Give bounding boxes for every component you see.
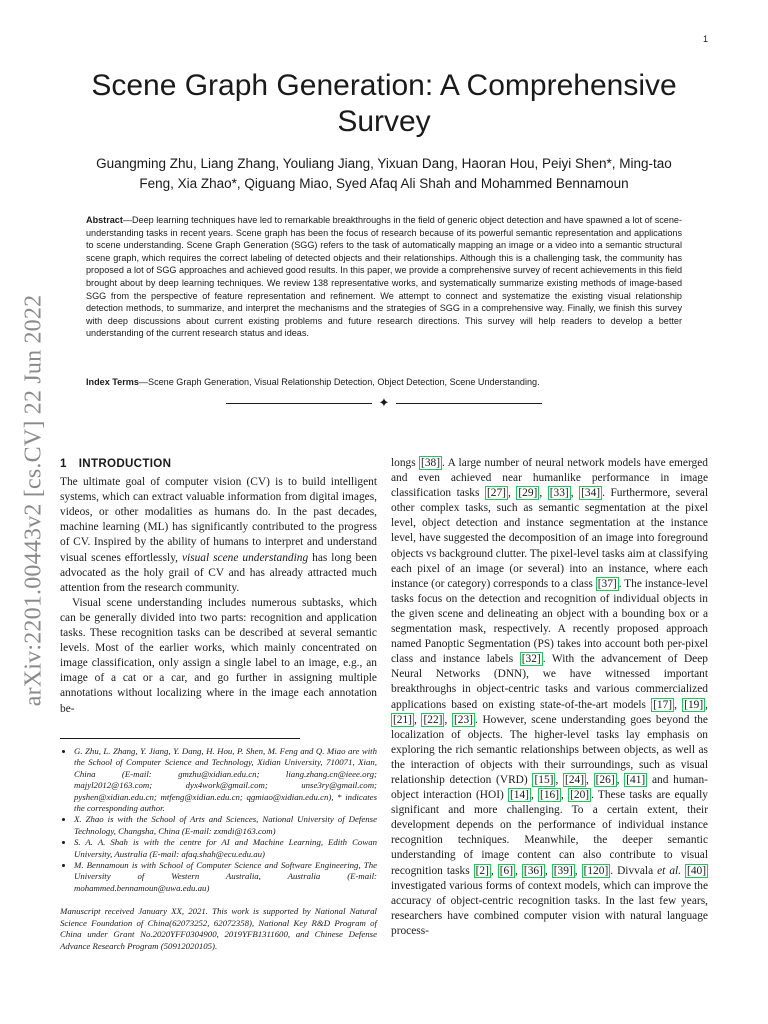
separator-text: ,	[444, 713, 452, 726]
separator-diamond-icon: ✦	[378, 395, 390, 410]
index-terms-text: —Scene Graph Generation, Visual Relationship Detection, Object Detection, Scene Understanding.	[138, 377, 540, 387]
separator-text: ,	[515, 864, 522, 877]
citation-link[interactable]: [23]	[453, 713, 473, 726]
page-number: 1	[702, 34, 708, 44]
citation-link[interactable]: [40]	[687, 864, 707, 877]
separator-text: ,	[490, 864, 498, 877]
footnotes	[60, 746, 377, 952]
citation-link[interactable]: [41]	[626, 773, 646, 786]
affiliation-item: • S. A. A. Shah is with the centre for AI and Machine Learning, Edith Cowan University, Australia (E-mail: afaq.shah@ecu.edu.au)	[74, 837, 377, 860]
paragraph-text: . With the advancement of Deep Neural Networks (DNN), we have witnessed important breakthroughs in object-centric tasks and various commercialized applications based on existing state-of-the-art models	[391, 653, 708, 711]
section-title-initial: I	[78, 457, 83, 470]
citation-link[interactable]: [2]	[475, 864, 489, 877]
citation-link[interactable]: [14]	[510, 789, 529, 802]
author-list: Guangming Zhu, Liang Zhang, Youliang Jiang, Yixuan Dang, Haoran Hou, Peiyi Shen*, Ming-tao Feng, Xia Zhao*, Qiguang Miao, Syed Afaq Ali Shah and Mohammed Bennamoun	[96, 156, 672, 191]
separator-text: ,	[574, 864, 582, 877]
manuscript-note: Manuscript received January XX, 2021. This work is supported by National Natural Science Foundation of China(62073252, 62072358), National Key R&D Program of China under Grant No.2020YFF0304900, 2019YFB1311600, and Chinese Defense Advance Research Program (50912020105).	[60, 906, 377, 951]
citation-link[interactable]: [33]	[549, 487, 569, 500]
citation-link[interactable]: [37]	[597, 577, 617, 590]
separator-text: ,	[674, 698, 683, 711]
separator-text: ,	[705, 698, 708, 711]
citation-link[interactable]: [24]	[565, 773, 585, 786]
arxiv-identifier	[4, 270, 64, 730]
intro-paragraph-continued	[391, 456, 708, 939]
citation-link[interactable]: [29]	[518, 487, 538, 500]
footnote-rule	[60, 738, 300, 739]
abstract-text: —Deep learning techniques have led to remarkable breakthroughs in the field of generic object detection and have spawned a lot of scene-understanding tasks in recent years. Scene graph has been the focus of research because of its powerful semantic representation and applications to scene understanding. Scene Graph Generation (SGG) refers to the task of automatically mapping an image or a video into a semantic structural scene graph, which requires the correct labeling of detected objects and their relationships. Although this is a challenging task, the community has proposed a lot of SGG approaches and achieved good results. In this paper, we provide a comprehensive survey of recent achievements in this field brought about by deep learning techniques. We review 138 representative works, and systematically summarize existing methods of image-based SGG from the perspective of feature representation and refinement. We attempt to connect and systematize the existing visual relationship detection methods, to summarize, and interpret the mechanisms and the strategies of SGG in a comprehensive way. Finally, we finish this survey with deep discussions about current existing problems and future research directions. This survey will help readers to develop a better understanding of the current research status and ideas.	[86, 215, 683, 339]
citation-link[interactable]: [38]	[421, 457, 441, 469]
section-heading-introduction	[60, 456, 377, 471]
separator-text: ,	[570, 487, 580, 500]
citation-link[interactable]: [22]	[423, 713, 443, 726]
paragraph-text: . However, scene understanding goes beyond the localization of objects. The higher-level tasks lay emphasis on exploring the rich semantic relationships between objects, as well as the interaction of objects with their surroundings, such as visual relationship detection (VRD)	[391, 713, 708, 786]
citation-link[interactable]: [32]	[521, 653, 541, 666]
right-column	[391, 456, 708, 939]
paragraph-text: has long been advocated as the holy grail of CV and has already attracted much attention from the research community.	[60, 551, 377, 594]
citation-link[interactable]: [15]	[534, 773, 554, 786]
citation-link[interactable]: [27]	[486, 487, 506, 500]
arxiv-identifier-text: arXiv:2201.00443v2 [cs.CV] 22 Jun 2022	[20, 294, 47, 706]
paragraph-text: and human-object interaction (HOI)	[391, 773, 708, 802]
affiliation-list	[60, 746, 377, 894]
citation-link[interactable]: [26]	[595, 773, 615, 786]
index-terms	[86, 376, 682, 389]
abstract-label: Abstract	[86, 215, 123, 225]
affiliation-item: • G. Zhu, L. Zhang, Y. Jiang, Y. Dang, H. Hou, P. Shen, M. Feng and Q. Miao are with the School of Computer Science and Technology, Xidian University, 710071, Xian, China (E-mail: gmzhu@xidian.edu.cn; liang.zhang.cn@ieee.org; majyl2012@163.com; dyx4work@gmail.com; unse3ry@gmail.com; pyshen@xidian.edu.cn; mtfeng@xidian.edu.cn; qgmiao@xidian.edu.cn), * indicates the corresponding author.	[74, 746, 377, 814]
separator-text: ,	[616, 773, 625, 786]
citation-link[interactable]: [34]	[581, 487, 601, 500]
separator-text: ,	[544, 864, 552, 877]
paragraph-text: . Furthermore, several other complex tasks, such as semantic segmentation at the pixel level, object detection and instance segmentation at the instance level, have suggested the decomposition of an image into foreground objects vs background clutter. The pixel-level tasks aim at classifying each pixel of an image (or several) into an instance, where each instance (or category) corresponds to a class	[391, 487, 709, 590]
paragraph-text: longs	[391, 457, 420, 469]
separator-text: ,	[555, 773, 564, 786]
separator-text: ,	[530, 789, 539, 802]
citation-link[interactable]: [19]	[684, 698, 704, 711]
index-terms-label: Index Terms	[86, 377, 139, 387]
citation-link[interactable]: [36]	[523, 864, 543, 877]
section-separator	[226, 396, 542, 410]
separator-text: ,	[413, 713, 422, 726]
citation-link[interactable]: [21]	[393, 713, 412, 726]
separator-line-left	[226, 403, 372, 404]
paragraph-text: . These tasks are equally significant and more challenging. To a certain extent, their development depends on the performance of individual instance recognition techniques. Meanwhile, the deeper semantic understanding of image content can also contribute to visual recognition tasks	[391, 789, 708, 877]
citation-link[interactable]: [16]	[540, 789, 560, 802]
intro-paragraph-2: Visual scene understanding includes numerous subtasks, which can be generally divided into two parts: recognition and application tasks. These recognition tasks can be described at several semantic levels. Most of the earlier works, which mainly concentrated on image classification, only assign a single label to an image, e.g., an image of a cat or a car, and go further in assigning multiple annotations without localizing where in the image each annotation be-	[60, 596, 377, 715]
paragraph-text: investigated various forms of context models, which can improve the accuracy of object-centric recognition tasks. In the last few years, researchers have combined computer vision with natural language process-	[391, 879, 708, 937]
left-column	[60, 456, 377, 717]
citation-link[interactable]: [17]	[653, 698, 673, 711]
separator-text: ,	[561, 789, 569, 802]
citation-link[interactable]: [20]	[570, 789, 590, 802]
citation-link[interactable]: [120]	[583, 864, 609, 877]
intro-paragraph-1	[60, 475, 377, 596]
citation-link[interactable]: [39]	[553, 864, 573, 877]
paragraph-text: . The instance-level tasks focus on the detection and recognition of individual objects in the given scene and delineating an object with a bounding box or a segmentation mask, respectively. A recently proposed approach named Panoptic Segmentation (PS) takes into account both per-pixel class and instance labels	[391, 577, 709, 666]
paragraph-text: . A large number of neural network models have emerged and even achieved near humanlike performance in image classification tasks	[391, 457, 708, 500]
section-title-rest: NTRODUCTION	[82, 457, 172, 470]
section-number: 1	[60, 457, 67, 470]
paragraph-text: The ultimate goal of computer vision (CV) is to build intelligent systems, which can extract valuable information from digital images, videos, or other modalities as humans do. In the past decades, machine learning (ML) has significantly contributed to the progress of CV. Inspired by the ability of humans to interpret and understand visual scenes effortlessly,	[60, 476, 377, 564]
emphasis-text: visual scene understanding	[181, 551, 309, 564]
separator-text: ,	[507, 487, 517, 500]
paper-title: Scene Graph Generation: A Comprehensive Survey	[91, 69, 677, 138]
affiliation-item: • M. Bennamoun is with School of Computer Science and Software Engineering, The University of Western Australia, Australia (E-mail: mohammed.bennamoun@uwa.edu.au)	[74, 860, 377, 894]
affiliation-item: • X. Zhao is with the School of Arts and Sciences, National University of Defense Technology, Changsha, China (E-mail: zxmdi@163.com)	[74, 814, 377, 837]
citation-link[interactable]: [6]	[499, 864, 514, 877]
abstract	[86, 214, 682, 340]
separator-line-right	[396, 403, 542, 404]
separator-text: ,	[539, 487, 548, 500]
emphasis-text: et al.	[657, 864, 682, 877]
paragraph-text: . Divvala	[610, 864, 658, 877]
separator-text: ,	[586, 773, 594, 786]
